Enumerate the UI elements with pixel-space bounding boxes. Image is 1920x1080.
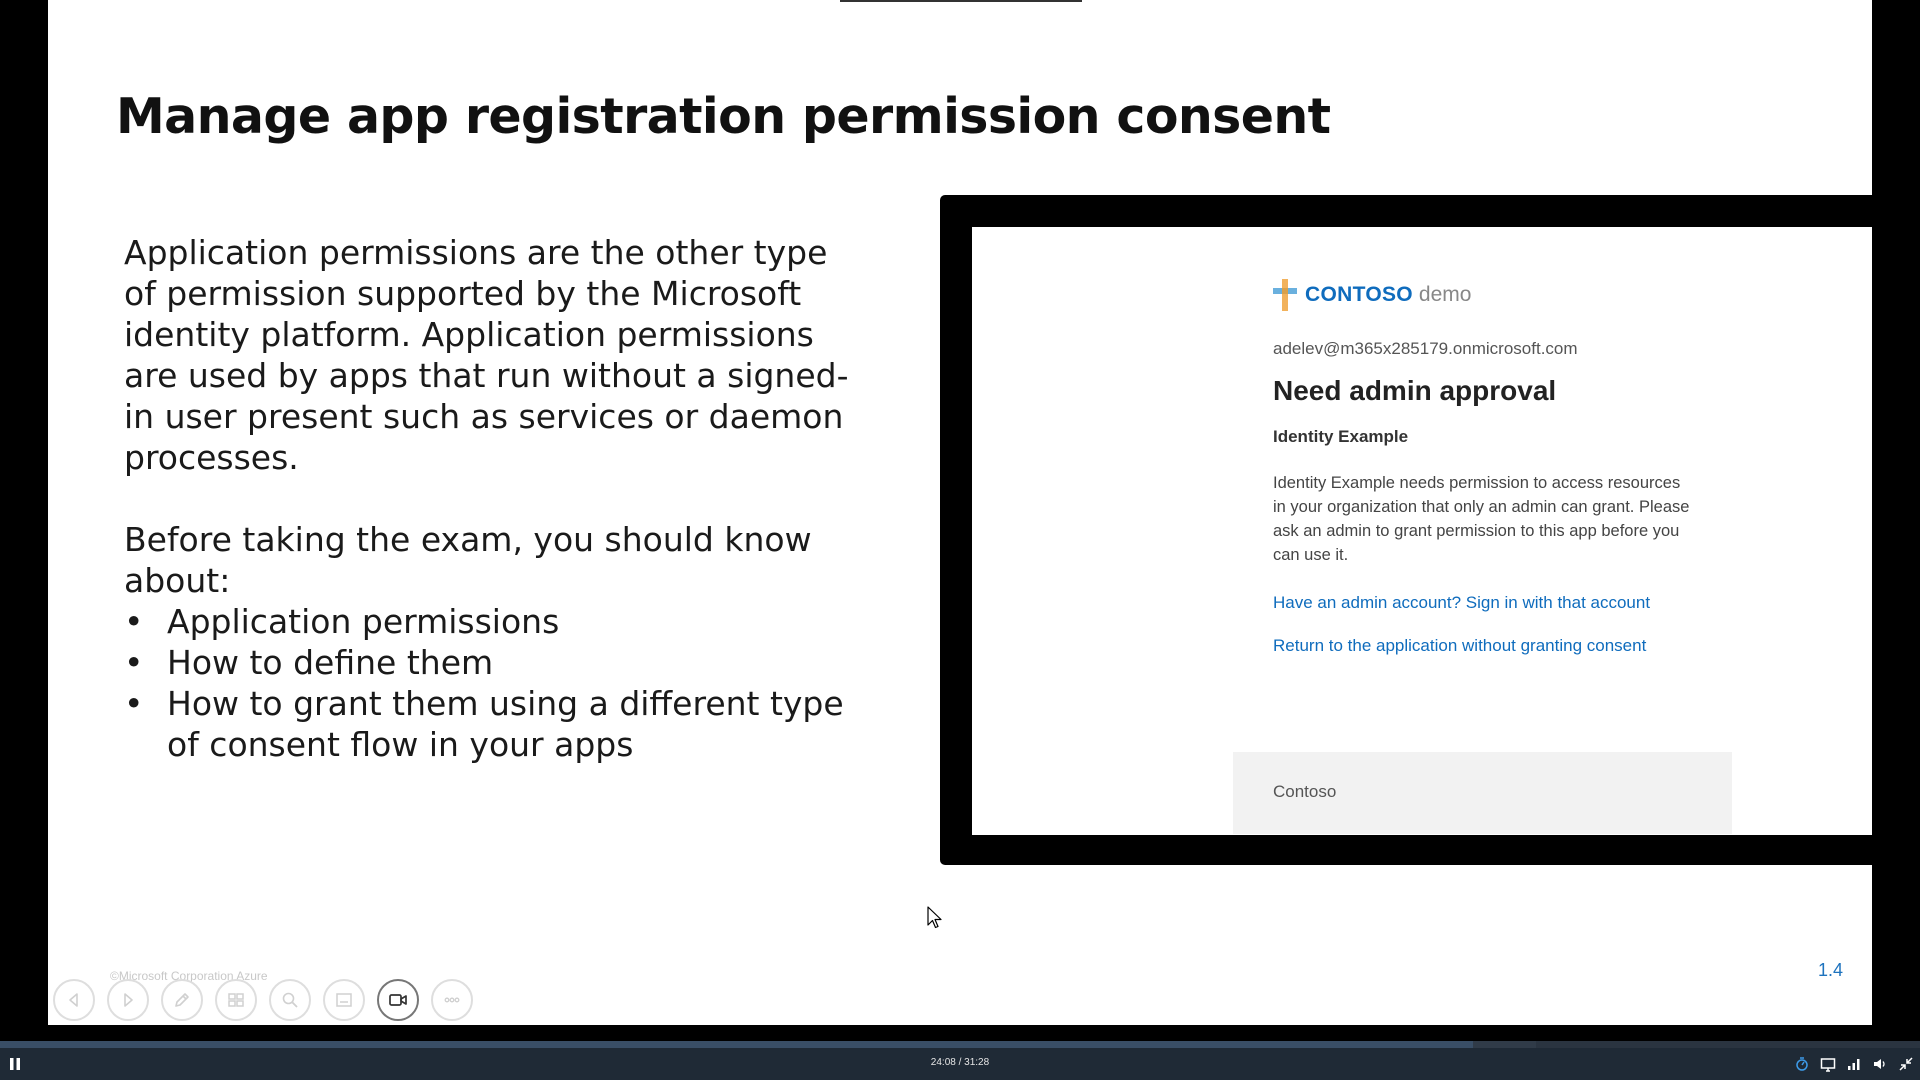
- slide-paragraph-1: Application permissions are the other type of permission supported by the Microsoft identity platform. Application permissions are used by apps that run without a signed-in user present such as services or daemon processes.: [124, 233, 849, 477]
- next-slide-button[interactable]: [107, 979, 149, 1021]
- bullet-item: [124, 601, 864, 642]
- time-display: 24:08 / 31:28: [930, 1057, 990, 1068]
- brand-name: CONTOSO: [1305, 283, 1413, 306]
- dialog-footer: [1233, 752, 1732, 834]
- camera-icon: [388, 990, 408, 1010]
- slide-body: [124, 232, 864, 765]
- progress-buffer: [1473, 1041, 1536, 1048]
- zoom-button[interactable]: [269, 979, 311, 1021]
- account-email: adelev@m365x285179.onmicrosoft.com: [1273, 339, 1578, 358]
- presentation-toolbar: [53, 979, 473, 1021]
- zoom-icon: [280, 990, 300, 1010]
- top-marker: [840, 0, 1082, 2]
- captions-icon[interactable]: [1820, 1056, 1836, 1072]
- bullet-list: [124, 601, 864, 765]
- next-icon: [118, 990, 138, 1010]
- bullet-marker: •: [124, 643, 144, 682]
- progress-fill: [0, 1041, 1473, 1048]
- app-name: Identity Example: [1273, 427, 1409, 446]
- admin-sign-in-link[interactable]: Have an admin account? Sign in with that account: [1273, 593, 1651, 612]
- player-bar: [0, 1048, 1920, 1080]
- pen-button[interactable]: [161, 979, 203, 1021]
- volume-icon[interactable]: [1872, 1056, 1888, 1072]
- bullet-marker: •: [124, 684, 144, 723]
- footer-text: Contoso: [1273, 782, 1337, 801]
- quality-icon[interactable]: [1846, 1056, 1862, 1072]
- brand: [1273, 279, 1471, 311]
- more-icon: [442, 990, 462, 1010]
- previous-icon: [64, 990, 84, 1010]
- bullet-text: Application permissions: [167, 602, 560, 641]
- slides-grid-icon: [226, 990, 246, 1010]
- slide-number: 1.4: [1818, 960, 1844, 980]
- pen-icon: [172, 990, 192, 1010]
- more-options-button[interactable]: [431, 979, 473, 1021]
- screenshot-frame: [940, 195, 1872, 865]
- slide-title: Manage app registration permission consent: [116, 88, 1331, 145]
- previous-slide-button[interactable]: [53, 979, 95, 1021]
- subtitles-button[interactable]: [323, 979, 365, 1021]
- playback-speed-icon[interactable]: [1794, 1056, 1810, 1072]
- slide-paragraph-2: Before taking the exam, you should know about:: [124, 520, 812, 600]
- bullet-item: [124, 642, 864, 683]
- slide: [48, 0, 1872, 1025]
- mouse-cursor-icon: [927, 906, 943, 930]
- dialog-heading: Need admin approval: [1273, 375, 1557, 406]
- brand-suffix: demo: [1418, 283, 1472, 306]
- bullet-text: How to define them: [167, 643, 494, 682]
- bullet-text: How to grant them using a different type of consent flow in your apps: [167, 684, 844, 764]
- consent-dialog: [972, 227, 1872, 835]
- player-controls-right: [1794, 1056, 1914, 1072]
- player-progress-bar[interactable]: [0, 1041, 1920, 1048]
- subtitles-icon: [334, 990, 354, 1010]
- return-without-consent-link[interactable]: Return to the application without granting consent: [1273, 636, 1647, 655]
- dialog-description: Identity Example needs permission to access resources in your organization that only an admin can grant. Please ask an admin to grant permission to this app before you can use it.: [1273, 474, 1690, 564]
- see-all-slides-button[interactable]: [215, 979, 257, 1021]
- exit-fullscreen-icon[interactable]: [1898, 1056, 1914, 1072]
- bullet-marker: •: [124, 602, 144, 641]
- contoso-logo-icon: [1273, 279, 1297, 311]
- copyright: ©Microsoft Corporation Azure: [110, 969, 268, 983]
- camera-button[interactable]: [377, 979, 419, 1021]
- bullet-item: [124, 683, 864, 765]
